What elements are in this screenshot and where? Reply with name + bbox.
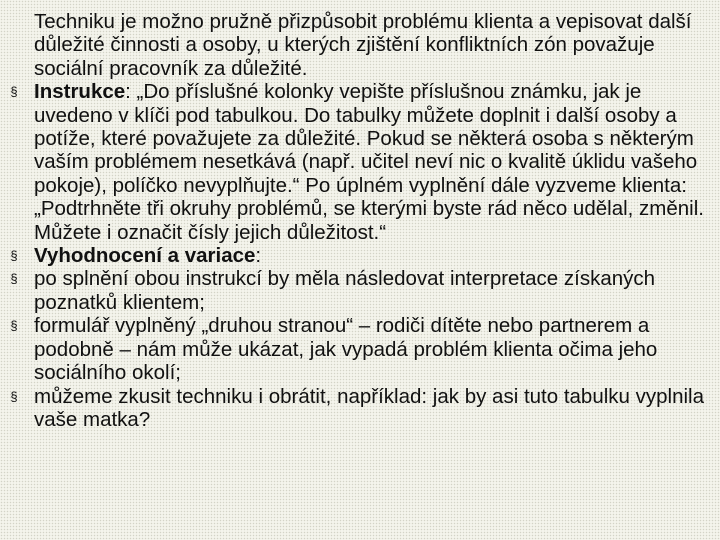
- bullet-item-reverse: [0, 385, 716, 432]
- item-text: můžeme zkusit techniku i obrátit, například: jak by asi tuto tabulku vyplnila vaše matka?: [34, 384, 704, 431]
- bullet-item-other-side: [0, 314, 716, 384]
- bullet-icon: §: [10, 84, 18, 100]
- item-text: : „Do příslušné kolonky vepište příslušnou známku, jak je uvedeno v klíči pod tabulkou. Do tabulky můžete doplnit i další osoby a potíže, které považujete za důležité. Pokud se některá osoba s některým vaším problémem nesetkává (např. učitel neví nic o kvalitě úklidu vašeho pokoje), políčko nevyplňujte.“ Po úplném vyplnění dále vyzveme klienta: „Podtrhněte tři okruhy problémů, se kterými byste rád něco udělal, změnil. Můžete i označit čísly jejich důležitost.“: [34, 80, 704, 244]
- intro-text: Techniku je možno pružně přizpůsobit problému klienta a vepisovat další důležité činnosti a osoby, u kterých zjištění konfliktních zón považuje sociální pracovník za důležité.: [34, 10, 692, 80]
- intro-paragraph: [0, 10, 716, 80]
- bullet-icon: §: [10, 388, 18, 404]
- item-text: :: [255, 244, 262, 268]
- item-text: po splnění obou instrukcí by měla následovat interpretace získaných poznatků klientem;: [34, 267, 656, 314]
- text-block: [0, 10, 716, 431]
- item-text: formulář vyplněný „druhou stranou“ – rodiči dítěte nebo partnerem a podobně – nám může ukázat, jak vypadá problém klienta očima jeho sociálního okolí;: [34, 314, 658, 385]
- bullet-item-interpretation: [0, 267, 716, 314]
- item-label: Instrukce: [34, 80, 126, 104]
- bullet-icon: §: [10, 318, 18, 334]
- item-label: Vyhodnocení a variace: [34, 244, 256, 268]
- bullet-icon: §: [10, 248, 18, 264]
- bullet-item-evaluation: [0, 244, 716, 267]
- bullet-icon: §: [10, 271, 18, 287]
- bullet-item-instructions: [0, 80, 716, 244]
